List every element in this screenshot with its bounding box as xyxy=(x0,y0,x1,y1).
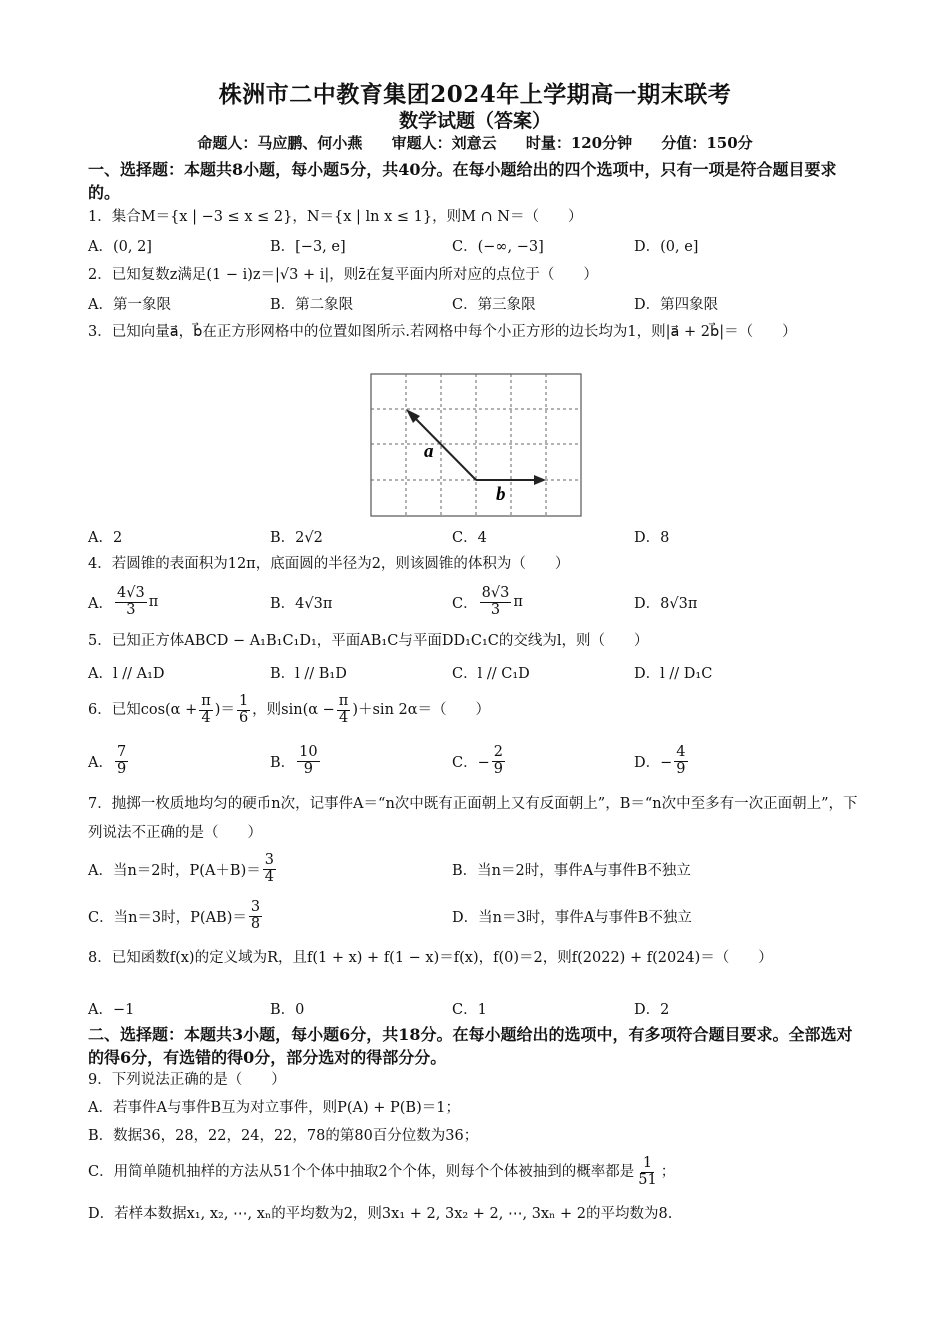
q6-stem-mid: )＝ xyxy=(214,702,235,718)
q8-option-a: A．−1 xyxy=(88,1001,135,1018)
q6-stem-post: )＋sin 2α＝（ ） xyxy=(352,702,491,718)
question-1-stem: 1．集合M＝{x | −3 ≤ x ≤ 2}，N＝{x | ln x ≤ 1}，则M ∩ N＝（ ） xyxy=(88,209,583,225)
q7-option-d: D．当n＝3时，事件A与事件B不独立 xyxy=(452,909,692,926)
question-4-stem: 4．若圆锥的表面积为12π，底面圆的半径为2，则该圆锥的体积为（ ） xyxy=(88,556,570,572)
q4-a-denominator: 3 xyxy=(126,601,136,618)
q3-option-c: C．4 xyxy=(452,529,487,546)
q4-option-b: B．4√3π xyxy=(270,595,333,612)
question-8-stem: 8．已知函数f(x)的定义域为R，且f(1 + x) + f(1 − x)＝f(x)，f(0)＝2，则f(2022) + f(2024)＝（ ） xyxy=(88,950,773,966)
q4-c-tail: π xyxy=(513,594,523,610)
q4-c-fraction xyxy=(480,586,512,617)
q2-option-b: B．第二象限 xyxy=(270,296,354,313)
q6-fraction-3-num: π xyxy=(338,693,349,710)
q7-option-a xyxy=(88,848,278,890)
question-5-stem: 5．已知正方体ABCD − A₁B₁C₁D₁，平面AB₁C与平面DD₁C₁C的交线为l，则（ ） xyxy=(88,633,649,649)
score-info: 分值：150分 xyxy=(661,134,753,152)
q6-fraction-2-num: 1 xyxy=(238,693,249,710)
question-2-options xyxy=(88,287,868,319)
q7-a-denominator: 4 xyxy=(264,868,274,885)
q7-c-label: C．当n＝3时，P(AB)＝ xyxy=(88,909,247,926)
q8-option-b: B．0 xyxy=(270,1001,305,1018)
vector-grid-figure xyxy=(370,372,582,520)
q2-option-c: C．第三象限 xyxy=(452,296,536,313)
reviewer-info: 审题人：刘意云 xyxy=(391,134,497,152)
q6-fraction-1-den: 4 xyxy=(201,709,211,726)
q6-a-fraction xyxy=(115,745,128,776)
q6-b-fraction xyxy=(297,745,319,776)
question-7-options-row2 xyxy=(88,895,868,937)
q4-option-c xyxy=(452,582,523,622)
vector-a-label: a xyxy=(424,441,434,462)
q6-fraction-1 xyxy=(199,694,213,725)
question-6-stem xyxy=(88,690,868,730)
time-info: 时量：120分钟 xyxy=(525,134,633,152)
q7-a-label: A．当n＝2时，P(A＋B)＝ xyxy=(88,862,261,879)
q6-fraction-3 xyxy=(337,694,351,725)
exam-subtitle: 数学试题（答案） xyxy=(398,110,551,132)
q7-option-b: B．当n＝2时，事件A与事件B不独立 xyxy=(452,862,691,879)
q4-a-numerator: 4√3 xyxy=(116,585,145,602)
q6-d-numerator: 4 xyxy=(676,744,686,761)
q9-option-a: A．若事件A与事件B互为对立事件，则P(A) + P(B)＝1； xyxy=(88,1100,460,1116)
q1-option-b: B．[−3, e] xyxy=(270,238,346,255)
q6-stem-pre: 6．已知cos(α + xyxy=(88,702,198,718)
q8-option-c: C．1 xyxy=(452,1001,487,1018)
q7-c-fraction xyxy=(249,900,262,931)
q7-c-numerator: 3 xyxy=(250,899,261,916)
question-8-options xyxy=(88,992,868,1024)
q7-option-c xyxy=(88,895,264,937)
q6-c-label: C．− xyxy=(452,754,490,771)
q8-option-d: D．2 xyxy=(634,1001,670,1018)
q4-option-a xyxy=(88,582,158,622)
q6-option-c xyxy=(452,740,507,782)
exam-meta xyxy=(0,132,950,153)
q6-option-a xyxy=(88,740,130,782)
question-3-stem: 3．已知向量a⃗，b⃗在正方形网格中的位置如图所示.若网格中每个小正方形的边长均为1，则|a⃗ + 2b⃗|＝（ ） xyxy=(88,324,797,340)
q9-c-text: C．用简单随机抽样的方法从51个个体中抽取2个个体，则每个个体被抽到的概率都是 xyxy=(88,1164,635,1180)
q5-option-b: B．l // B₁D xyxy=(270,665,347,682)
q6-a-label: A． xyxy=(88,754,113,771)
exam-title: 株洲市二中教育集团2024年上学期高一期末联考 xyxy=(218,81,732,108)
q4-c-label: C． xyxy=(452,595,478,612)
question-2-stem: 2．已知复数z满足(1 − i)z＝|√3 + i|，则z̄在复平面内所对应的点位于（ ） xyxy=(88,267,598,283)
q4-a-label: A． xyxy=(88,595,113,612)
question-7-stem: 7．抛掷一枚质地均匀的硬币n次，记事件A＝“n次中既有正面朝上又有反面朝上”，B＝“n次中至多有一次正面朝上”，下列说法不正确的是（ ） xyxy=(88,796,858,841)
q3-option-a: A．2 xyxy=(88,529,123,546)
q4-a-tail: π xyxy=(148,594,159,610)
q6-b-label: B． xyxy=(270,754,296,771)
q3-option-b: B．2√2 xyxy=(270,529,323,546)
q4-c-numerator: 8√3 xyxy=(481,585,510,602)
q4-a-fraction xyxy=(115,586,147,617)
question-7-options-row1 xyxy=(88,848,868,890)
q7-c-denominator: 8 xyxy=(250,915,261,932)
q9-c-post: ； xyxy=(660,1164,676,1180)
q4-c-denominator: 3 xyxy=(490,601,501,618)
q6-b-denominator: 9 xyxy=(303,760,313,777)
q2-option-a: A．第一象限 xyxy=(88,296,171,313)
q9-c-denominator: 51 xyxy=(638,1171,657,1188)
q7-a-numerator: 3 xyxy=(264,852,274,869)
q9-option-d: D．若样本数据x₁, x₂, ⋯, xₙ的平均数为2，则3x₁ + 2, 3x₂ + 2, ⋯, 3xₙ + 2的平均数为8. xyxy=(88,1206,673,1222)
q6-a-denominator: 9 xyxy=(116,760,127,777)
q5-option-c: C．l // C₁D xyxy=(452,665,530,682)
q7-a-fraction xyxy=(263,853,276,884)
question-1-options xyxy=(88,229,868,261)
q2-option-d: D．第四象限 xyxy=(634,296,719,313)
q6-fraction-2-den: 6 xyxy=(238,709,249,726)
q9-c-numerator: 1 xyxy=(642,1155,653,1172)
q6-c-fraction xyxy=(492,745,505,776)
q6-a-numerator: 7 xyxy=(116,744,127,761)
author-info: 命题人：马应鹏、何小燕 xyxy=(197,134,363,152)
q6-d-denominator: 9 xyxy=(676,760,686,777)
q5-option-a: A．l // A₁D xyxy=(88,665,165,682)
section-1-heading: 一、选择题：本题共8小题，每小题5分，共40分。在每小题给出的四个选项中，只有一项是符合题目要求的。 xyxy=(88,160,837,202)
q6-d-label: D．− xyxy=(634,754,673,771)
q6-fraction-2 xyxy=(237,694,250,725)
q1-option-c: C．(−∞, −3] xyxy=(452,238,544,255)
q9-c-fraction xyxy=(636,1156,658,1187)
q6-fraction-1-num: π xyxy=(201,693,211,710)
q4-option-d: D．8√3π xyxy=(634,595,698,612)
question-6-options xyxy=(88,740,868,782)
question-5-options xyxy=(88,656,868,688)
q6-c-numerator: 2 xyxy=(493,744,503,761)
q1-option-a: A．(0, 2] xyxy=(88,238,152,255)
q6-d-fraction xyxy=(674,745,687,776)
question-3-options xyxy=(88,520,868,552)
q3-option-d: D．8 xyxy=(634,529,670,546)
section-2-heading: 二、选择题：本题共3小题，每小题6分，共18分。在每小题给出的选项中，有多项符合题目要求。全部选对的得6分，有选错的得0分，部分选对的得部分分。 xyxy=(88,1025,853,1067)
question-9-stem: 9．下列说法正确的是（ ） xyxy=(88,1072,286,1088)
vector-b-label: b xyxy=(496,484,506,505)
q9-option-b: B．数据36，28，22，24，22，78的第80百分位数为36； xyxy=(88,1128,479,1144)
q6-option-b xyxy=(270,740,322,782)
q6-fraction-3-den: 4 xyxy=(338,709,349,726)
q9-option-c xyxy=(88,1150,868,1194)
q6-option-d xyxy=(634,740,690,782)
q6-c-denominator: 9 xyxy=(493,760,503,777)
q6-b-numerator: 10 xyxy=(299,744,318,761)
q6-stem-mid2: ，则sin(α − xyxy=(252,702,335,718)
q1-option-d: D．(0, e] xyxy=(634,238,699,255)
question-4-options xyxy=(88,582,868,622)
q5-option-d: D．l // D₁C xyxy=(634,665,713,682)
